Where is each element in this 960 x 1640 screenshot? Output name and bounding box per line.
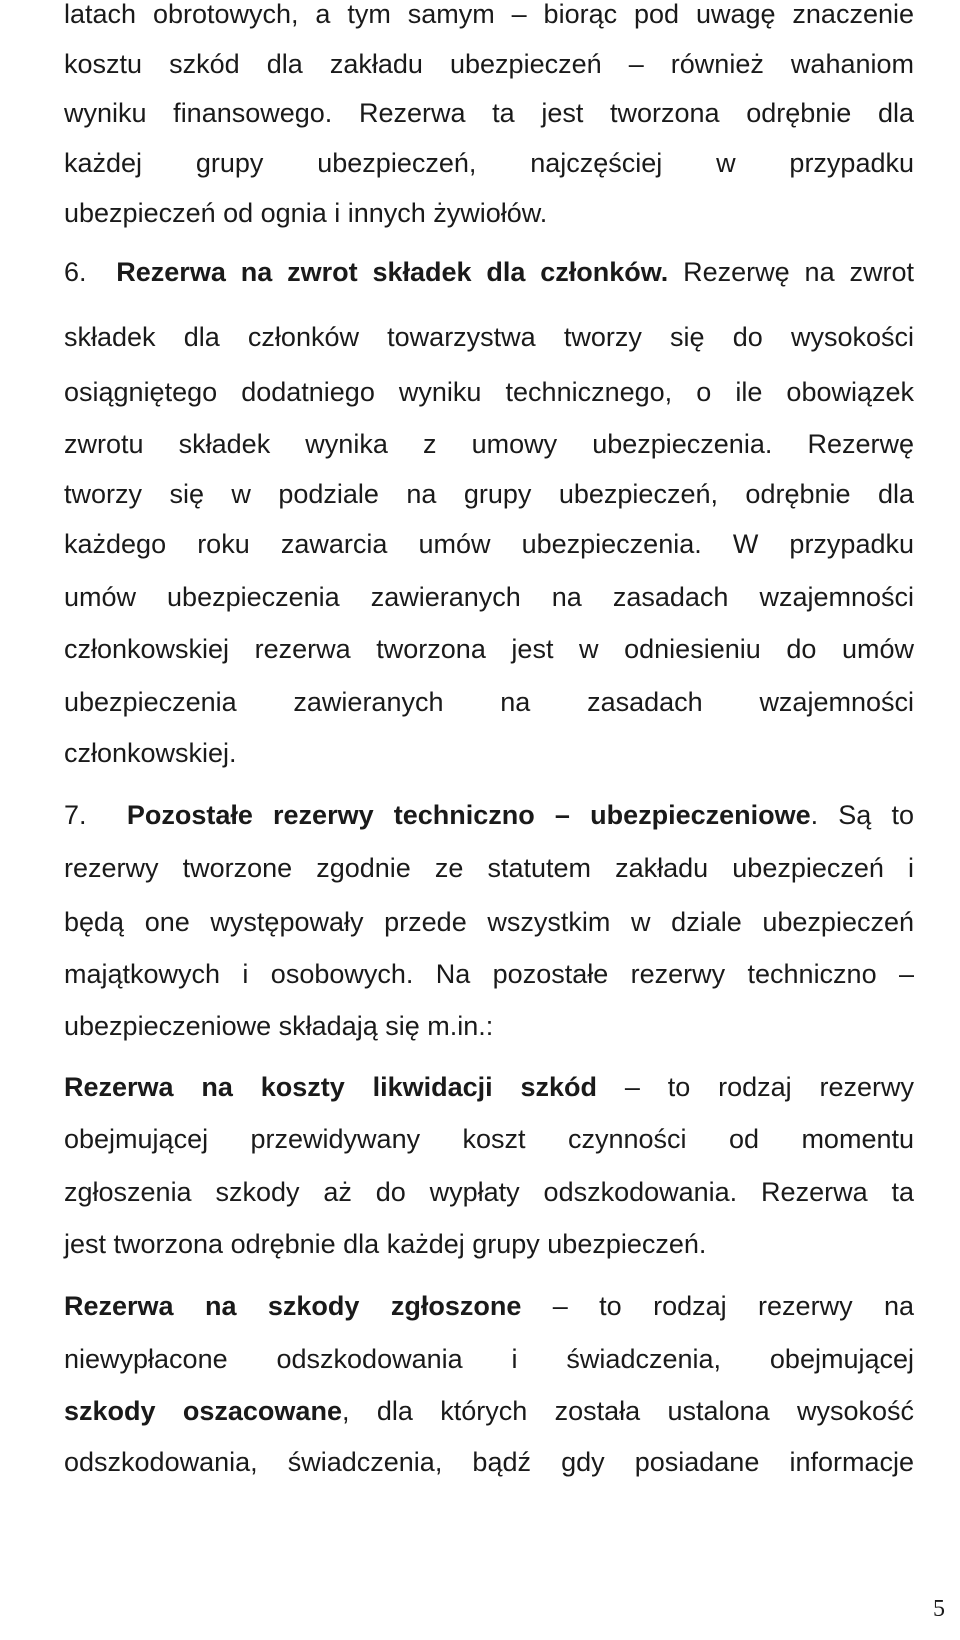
text-line: jest tworzona odrębnie dla każdej grupy ubezpieczeń. bbox=[64, 1229, 707, 1259]
text-line: członkowskiej. bbox=[64, 738, 237, 768]
list-number: 7. bbox=[64, 800, 87, 830]
text-line: każdej grupy ubezpieczeń, najczęściej w przypadku bbox=[64, 148, 914, 178]
text-line: ubezpieczeń od ognia i innych żywiołów. bbox=[64, 198, 548, 228]
term-bold: szkody oszacowane bbox=[64, 1396, 342, 1426]
text-line: tworzy się w podziale na grupy ubezpieczeń, odrębnie dla bbox=[64, 479, 914, 509]
text-line: ubezpieczenia zawieranych na zasadach wzajemności bbox=[64, 687, 914, 717]
text-line: będą one występowały przede wszystkim w dziale ubezpieczeń bbox=[64, 907, 914, 937]
text-line: każdego roku zawarcia umów ubezpieczenia. W przypadku bbox=[64, 529, 914, 559]
text-span: Rezerwę na zwrot bbox=[683, 257, 914, 287]
text-line: zwrotu składek wynika z umowy ubezpieczenia. Rezerwę bbox=[64, 429, 914, 459]
text-line: odszkodowania, świadczenia, bądź gdy posiadane informacje bbox=[64, 1447, 914, 1477]
section-heading: Pozostałe rezerwy techniczno – ubezpieczeniowe bbox=[126, 800, 811, 830]
text-line: umów ubezpieczenia zawieranych na zasadach wzajemności bbox=[64, 582, 914, 612]
text-span: – to rodzaj rezerwy na bbox=[521, 1291, 915, 1321]
text-line: ubezpieczeniowe składają się m.in.: bbox=[64, 1011, 494, 1041]
text-line: majątkowych i osobowych. Na pozostałe rezerwy techniczno – bbox=[64, 959, 914, 989]
text-line bbox=[64, 1394, 914, 1428]
paragraph-heading-line bbox=[64, 1070, 914, 1104]
list-item-heading-7 bbox=[64, 798, 914, 832]
text-span: , dla których została ustalona wysokość bbox=[341, 1396, 914, 1426]
text-line: kosztu szkód dla zakładu ubezpieczeń – również wahaniom bbox=[64, 49, 914, 79]
paragraph-heading-line bbox=[64, 1289, 914, 1323]
text-line: składek dla członków towarzystwa tworzy się do wysokości bbox=[64, 322, 914, 352]
text-span: . Są to bbox=[810, 800, 914, 830]
page-number: 5 bbox=[933, 1596, 945, 1622]
text-line: wyniku finansowego. Rezerwa ta jest tworzona odrębnie dla bbox=[64, 98, 914, 128]
term-heading: Rezerwa na koszty likwidacji szkód bbox=[64, 1072, 598, 1102]
text-line: obejmującej przewidywany koszt czynności od momentu bbox=[64, 1124, 914, 1154]
text-line: zgłoszenia szkody aż do wypłaty odszkodowania. Rezerwa ta bbox=[64, 1177, 914, 1207]
section-heading: Rezerwa na zwrot składek dla członków. bbox=[116, 257, 669, 287]
text-span: – to rodzaj rezerwy bbox=[597, 1072, 915, 1102]
list-item-heading-6 bbox=[64, 255, 914, 289]
text-line: osiągniętego dodatniego wyniku technicznego, o ile obowiązek bbox=[64, 377, 914, 407]
text-line: latach obrotowych, a tym samym – biorąc pod uwagę znaczenie bbox=[64, 0, 914, 29]
text-line: niewypłacone odszkodowania i świadczenia, obejmującej bbox=[64, 1344, 914, 1374]
term-heading: Rezerwa na szkody zgłoszone bbox=[64, 1291, 522, 1321]
text-line: członkowskiej rezerwa tworzona jest w odniesieniu do umów bbox=[64, 634, 914, 664]
text-line: rezerwy tworzone zgodnie ze statutem zakładu ubezpieczeń i bbox=[64, 853, 914, 883]
list-number: 6. bbox=[64, 257, 87, 287]
